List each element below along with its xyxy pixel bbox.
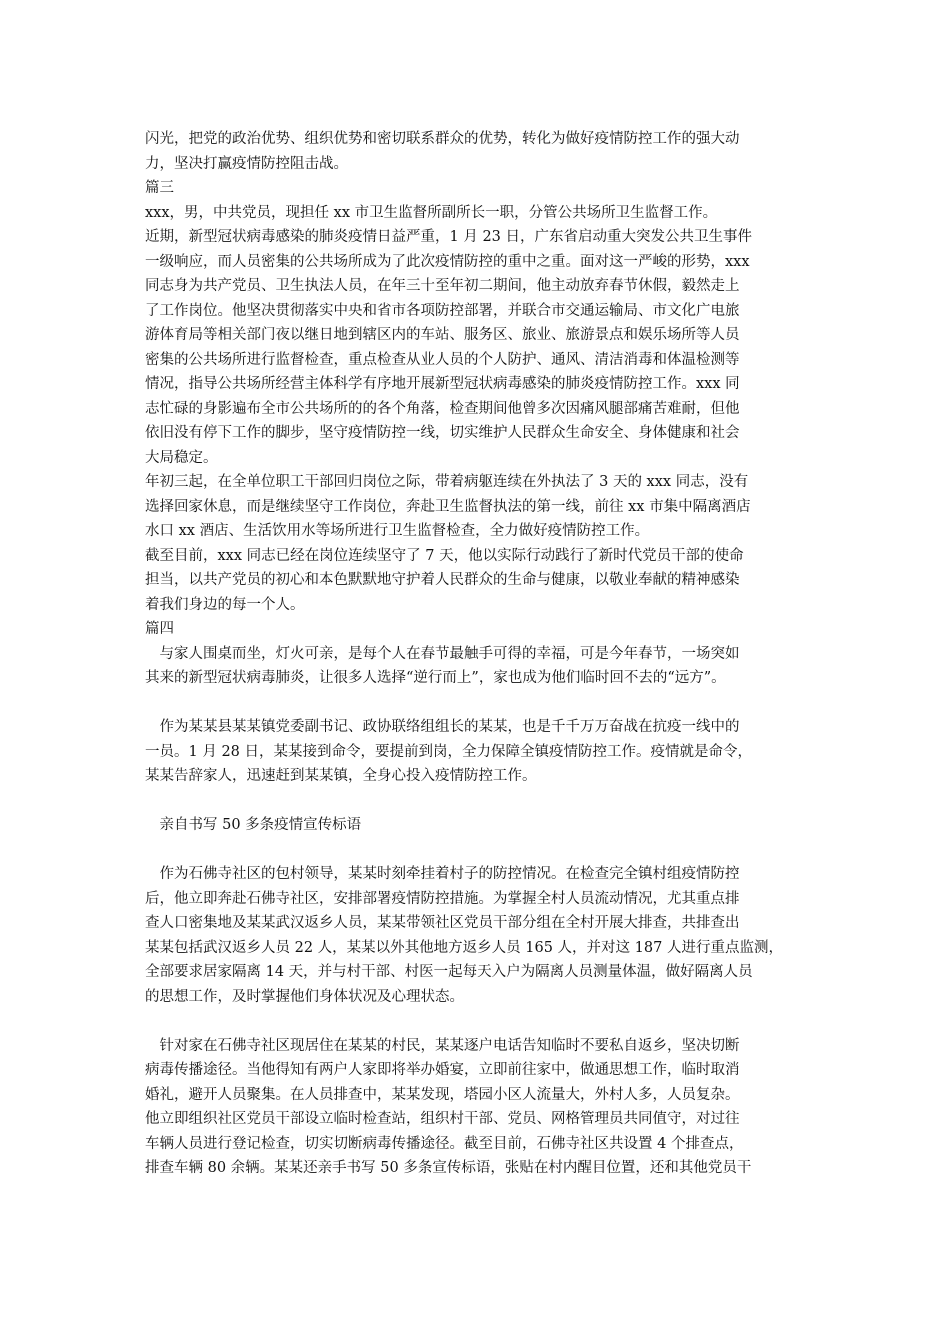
text-line: 某某告辞家人，迅速赶到某某镇，全身心投入疫情防控工作。 [145,768,537,784]
text-line: 排查车辆 80 余辆。某某还亲手书写 50 多条宣传标语，张贴在村内醒目位置，还和其他党员干 [145,1160,752,1176]
text-line: 着我们身边的每一个人。 [145,596,305,613]
text-line: 了工作岗位。他坚决贯彻落实中央和省市各项防控部署，并联合市交通运输局、市文化广电旅 [145,302,740,319]
blank-line [145,691,811,716]
blank-line [145,1009,811,1034]
text-line: 选择回家休息，而是继续坚守工作岗位，奔赴卫生监督执法的第一线，前往 xx 市集中隔离酒店 [145,498,751,515]
text-line: 病毒传播途径。当他得知有两户人家即将举办婚宴，立即前往家中，做通思想工作，临时取消 [145,1062,740,1078]
text-line: 年初三起，在全单位职工干部回归岗位之际，带着病躯连续在外执法了 3 天的 xxx 同志，没有 [145,474,749,490]
text-line: 一员。1 月 28 日，某某接到命令，要提前到岗，全力保障全镇疫情防控工作。疫情就是命令， [145,743,752,760]
text-line: 闪光，把党的政治优势、组织优势和密切联系群众的优势，转化为做好疫情防控工作的强大动 [145,131,740,147]
text-line: 作为某某县某某镇党委副书记、政协联络组组长的某某，也是千千万万奋战在抗疫一线中的 [145,719,740,735]
text-line: 密集的公共场所进行监督检查，重点检查从业人员的个人防护、通风、清洁消毒和体温检测等 [145,351,740,368]
document-body [145,127,811,1181]
text-line: xxx，男，中共党员，现担任 xx 市卫生监督所副所长一职，分管公共场所卫生监督工作。 [145,204,718,221]
text-line: 担当，以共产党员的初心和本色默默地守护着人民群众的生命与健康，以敬业奉献的精神感染 [145,572,740,588]
text-line: 其来的新型冠状病毒肺炎，让很多人选择“逆行而上”，家也成为他们临时回不去的“远方”。 [145,670,726,686]
text-line: 水口 xx 酒店、生活饮用水等场所进行卫生监督检查，全力做好疫情防控工作。 [145,523,650,539]
text-line: 篇三 [145,180,174,196]
text-line: 大局稳定。 [145,449,218,466]
text-line: 与家人围桌而坐，灯火可亲，是每个人在春节最触手可得的幸福，可是今年春节，一场突如 [145,645,740,662]
text-line: 游体育局等相关部门夜以继日地到辖区内的车站、服务区、旅业、旅游景点和娱乐场所等人员 [145,327,740,343]
text-line: 的思想工作，及时掌握他们身体状况及心理状态。 [145,988,464,1005]
text-line: 某某包括武汉返乡人员 22 人，某某以外其他地方返乡人员 165 人，并对这 187 人进行重点监测， [145,939,783,956]
text-line: 篇四 [145,621,174,637]
text-line: 婚礼，避开人员聚集。在人员排查中，某某发现，塔园小区人流量大，外村人多，人员复杂。 [145,1086,740,1103]
text-line: 作为石佛寺社区的包村领导，某某时刻牵挂着村子的防控情况。在检查完全镇村组疫情防控 [145,866,740,882]
text-line: 车辆人员进行登记检查，切实切断病毒传播途径。截至目前，石佛寺社区共设置 4 个排查点， [145,1135,744,1152]
blank-line [145,789,811,814]
text-line: 截至目前，xxx 同志已经在岗位连续坚守了 7 天，他以实际行动践行了新时代党员干部的使命 [145,547,744,564]
text-line: 他立即组织社区党员干部设立临时检查站，组织村干部、党员、网格管理员共同值守，对过往 [145,1111,740,1127]
text-line: 力，坚决打赢疫情防控阻击战。 [145,155,348,172]
text-line: 同志身为共产党员、卫生执法人员，在年三十至年初二期间，他主动放弃春节休假，毅然走上 [145,278,740,294]
text-line: 志忙碌的身影遍布全市公共场所的的各个角落，检查期间他曾多次因痛风腿部痛苦难耐，但他 [145,400,740,417]
text-line: 情况，指导公共场所经营主体科学有序地开展新型冠状病毒感染的肺炎疫情防控工作。xxx 同 [145,376,740,392]
blank-line [145,838,811,863]
text-line: 针对家在石佛寺社区现居住在某某的村民，某某逐户电话告知临时不要私自返乡，坚决切断 [145,1037,740,1054]
text-line: 依旧没有停下工作的脚步，坚守疫情防控一线，切实维护人民群众生命安全、身体健康和社会 [145,425,740,441]
text-line: 一级响应，而人员密集的公共场所成为了此次疫情防控的重中之重。面对这一严峻的形势，xxx [145,253,750,270]
text-line: 近期，新型冠状病毒感染的肺炎疫情日益严重，1 月 23 日，广东省启动重大突发公共卫生事件 [145,229,752,245]
text-line: 全部要求居家隔离 14 天，并与村干部、村医一起每天入户为隔离人员测量体温，做好隔离人员 [145,964,753,980]
text-line: 查人口密集地及某某武汉返乡人员，某某带领社区党员干部分组在全村开展大排查，共排查出 [145,915,740,931]
text-line: 亲自书写 50 多条疫情宣传标语 [145,817,362,833]
text-line: 后，他立即奔赴石佛寺社区，安排部署疫情防控措施。为掌握全村人员流动情况，尤其重点排 [145,890,740,907]
